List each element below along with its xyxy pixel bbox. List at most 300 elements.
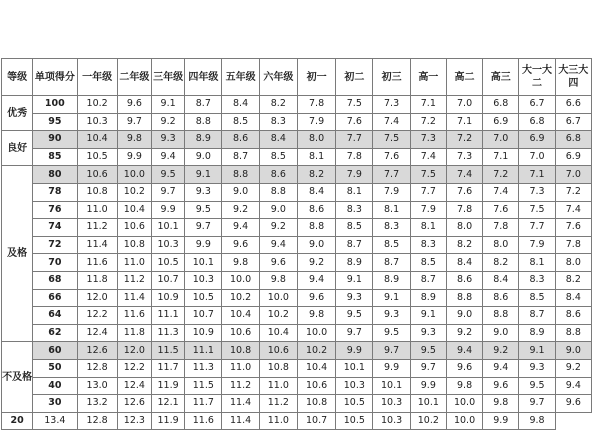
value-cell: 7.5 — [336, 96, 373, 114]
value-cell: 12.2 — [77, 307, 117, 325]
header-junior-2: 初二 — [336, 59, 373, 96]
score-cell: 78 — [33, 183, 77, 201]
value-cell: 10.1 — [151, 219, 184, 237]
score-cell: 74 — [33, 219, 77, 237]
value-cell: 12.1 — [151, 395, 184, 413]
value-cell: 10.5 — [336, 412, 373, 430]
value-cell: 8.7 — [336, 236, 373, 254]
value-cell: 9.1 — [519, 342, 555, 360]
value-cell: 13.4 — [33, 412, 77, 430]
value-cell: 10.3 — [185, 271, 222, 289]
header-level: 等级 — [2, 59, 33, 96]
value-cell: 8.2 — [259, 96, 297, 114]
value-cell: 8.4 — [259, 131, 297, 149]
value-cell: 11.9 — [151, 412, 184, 430]
header-junior-1: 初一 — [297, 59, 335, 96]
value-cell: 12.0 — [77, 289, 117, 307]
value-cell: 7.2 — [446, 131, 482, 149]
value-cell: 9.1 — [185, 166, 222, 184]
value-cell: 9.3 — [519, 359, 555, 377]
value-cell: 8.3 — [519, 271, 555, 289]
value-cell: 8.7 — [185, 96, 222, 114]
value-cell: 8.9 — [336, 254, 373, 272]
value-cell: 7.2 — [555, 183, 591, 201]
value-cell: 10.4 — [77, 131, 117, 149]
value-cell: 8.8 — [446, 289, 482, 307]
value-cell: 10.0 — [117, 166, 151, 184]
value-cell: 11.6 — [77, 254, 117, 272]
value-cell: 9.0 — [446, 307, 482, 325]
value-cell: 9.7 — [373, 342, 410, 360]
table-row — [2, 307, 592, 325]
score-cell: 20 — [2, 412, 33, 430]
value-cell: 8.6 — [297, 201, 335, 219]
value-cell: 8.8 — [222, 166, 259, 184]
value-cell: 8.7 — [222, 148, 259, 166]
score-cell: 60 — [33, 342, 77, 360]
value-cell: 10.8 — [297, 395, 335, 413]
score-cell: 50 — [33, 359, 77, 377]
value-cell: 13.2 — [77, 395, 117, 413]
value-cell: 9.8 — [297, 307, 335, 325]
value-cell: 9.5 — [151, 166, 184, 184]
value-cell: 10.8 — [117, 236, 151, 254]
table-row — [2, 271, 592, 289]
value-cell: 11.2 — [222, 377, 259, 395]
value-cell: 11.7 — [151, 359, 184, 377]
value-cell: 9.2 — [222, 201, 259, 219]
value-cell: 8.6 — [483, 289, 519, 307]
value-cell: 10.1 — [410, 395, 446, 413]
value-cell: 7.6 — [336, 113, 373, 131]
value-cell: 11.2 — [77, 219, 117, 237]
value-cell: 9.5 — [410, 342, 446, 360]
value-cell: 11.9 — [151, 377, 184, 395]
table-row — [2, 412, 592, 430]
value-cell: 10.4 — [259, 324, 297, 342]
value-cell: 6.9 — [519, 131, 555, 149]
value-cell: 7.3 — [446, 148, 482, 166]
value-cell: 8.3 — [259, 113, 297, 131]
value-cell: 10.3 — [373, 395, 410, 413]
value-cell: 9.4 — [297, 271, 335, 289]
value-cell: 9.9 — [151, 201, 184, 219]
value-cell: 10.1 — [373, 377, 410, 395]
value-cell: 9.7 — [336, 324, 373, 342]
value-cell: 9.5 — [519, 377, 555, 395]
value-cell: 9.2 — [151, 113, 184, 131]
value-cell: 7.8 — [297, 96, 335, 114]
level-cell: 及格 — [2, 166, 33, 342]
value-cell: 9.7 — [410, 359, 446, 377]
header-grade-2: 二年级 — [117, 59, 151, 96]
value-cell: 12.0 — [117, 342, 151, 360]
header-junior-3: 初三 — [373, 59, 410, 96]
value-cell: 11.2 — [259, 395, 297, 413]
value-cell: 9.0 — [222, 183, 259, 201]
value-cell: 11.5 — [151, 342, 184, 360]
table-row — [2, 289, 592, 307]
value-cell: 7.7 — [410, 183, 446, 201]
value-cell: 9.9 — [336, 342, 373, 360]
value-cell: 10.3 — [77, 113, 117, 131]
value-cell: 7.9 — [297, 113, 335, 131]
value-cell: 11.0 — [259, 377, 297, 395]
value-cell: 9.6 — [117, 96, 151, 114]
value-cell: 9.5 — [185, 201, 222, 219]
table-row — [2, 113, 592, 131]
value-cell: 9.9 — [117, 148, 151, 166]
value-cell: 11.2 — [117, 271, 151, 289]
score-cell: 95 — [33, 113, 77, 131]
level-cell: 良好 — [2, 131, 33, 166]
score-cell: 90 — [33, 131, 77, 149]
value-cell: 7.8 — [336, 148, 373, 166]
value-cell: 7.1 — [483, 148, 519, 166]
value-cell: 8.5 — [222, 113, 259, 131]
value-cell: 10.2 — [259, 307, 297, 325]
value-cell: 7.0 — [483, 131, 519, 149]
value-cell: 11.3 — [185, 359, 222, 377]
value-cell: 10.2 — [410, 412, 446, 430]
value-cell: 10.6 — [259, 342, 297, 360]
value-cell: 6.8 — [555, 131, 591, 149]
value-cell: 8.9 — [519, 324, 555, 342]
value-cell: 7.8 — [483, 219, 519, 237]
value-cell: 8.3 — [410, 236, 446, 254]
value-cell: 8.5 — [336, 219, 373, 237]
value-cell: 7.1 — [410, 96, 446, 114]
value-cell: 11.8 — [77, 271, 117, 289]
value-cell: 10.6 — [222, 324, 259, 342]
value-cell: 10.2 — [117, 183, 151, 201]
value-cell: 7.4 — [483, 183, 519, 201]
value-cell: 10.3 — [336, 377, 373, 395]
table-row — [2, 359, 592, 377]
table-row — [2, 324, 592, 342]
value-cell: 9.8 — [519, 412, 555, 430]
value-cell: 7.6 — [483, 201, 519, 219]
value-cell: 11.0 — [77, 201, 117, 219]
value-cell: 10.6 — [117, 219, 151, 237]
value-cell: 10.8 — [222, 342, 259, 360]
value-cell: 10.1 — [336, 359, 373, 377]
score-cell: 70 — [33, 254, 77, 272]
value-cell: 9.9 — [185, 236, 222, 254]
value-cell: 11.0 — [259, 412, 297, 430]
value-cell: 10.2 — [77, 96, 117, 114]
value-cell: 9.4 — [483, 359, 519, 377]
value-cell: 10.3 — [151, 236, 184, 254]
value-cell: 7.3 — [373, 96, 410, 114]
value-cell: 8.7 — [373, 254, 410, 272]
value-cell: 9.6 — [555, 395, 591, 413]
value-cell: 9.3 — [410, 324, 446, 342]
score-cell: 85 — [33, 148, 77, 166]
value-cell: 10.3 — [373, 412, 410, 430]
score-cell: 30 — [33, 395, 77, 413]
table-row — [2, 96, 592, 114]
value-cell: 7.3 — [410, 131, 446, 149]
value-cell: 9.0 — [259, 201, 297, 219]
value-cell: 9.7 — [185, 219, 222, 237]
value-cell: 9.1 — [336, 271, 373, 289]
value-cell: 10.2 — [222, 289, 259, 307]
score-cell: 100 — [33, 96, 77, 114]
value-cell: 8.8 — [259, 183, 297, 201]
value-cell: 12.2 — [117, 359, 151, 377]
value-cell: 12.3 — [117, 412, 151, 430]
value-cell: 9.0 — [555, 342, 591, 360]
level-cell: 不及格 — [2, 342, 33, 412]
value-cell: 6.8 — [483, 96, 519, 114]
value-cell: 7.1 — [446, 113, 482, 131]
value-cell: 10.1 — [185, 254, 222, 272]
value-cell: 11.0 — [117, 254, 151, 272]
table-row — [2, 183, 592, 201]
value-cell: 7.0 — [555, 166, 591, 184]
value-cell: 9.7 — [117, 113, 151, 131]
value-cell: 7.4 — [373, 113, 410, 131]
table-row — [2, 377, 592, 395]
value-cell: 7.7 — [373, 166, 410, 184]
value-cell: 7.9 — [410, 201, 446, 219]
value-cell: 9.8 — [222, 254, 259, 272]
value-cell: 9.3 — [373, 307, 410, 325]
value-cell: 12.8 — [77, 359, 117, 377]
value-cell: 8.5 — [410, 254, 446, 272]
value-cell: 7.0 — [519, 148, 555, 166]
value-cell: 6.9 — [483, 113, 519, 131]
value-cell: 8.5 — [519, 289, 555, 307]
score-cell: 64 — [33, 307, 77, 325]
value-cell: 9.7 — [151, 183, 184, 201]
value-cell: 8.5 — [259, 148, 297, 166]
value-cell: 6.8 — [519, 113, 555, 131]
value-cell: 11.6 — [185, 412, 222, 430]
value-cell: 10.9 — [151, 289, 184, 307]
value-cell: 9.5 — [373, 324, 410, 342]
value-cell: 8.0 — [483, 236, 519, 254]
value-cell: 9.4 — [555, 377, 591, 395]
value-cell: 7.1 — [519, 166, 555, 184]
table-row — [2, 219, 592, 237]
value-cell: 8.6 — [259, 166, 297, 184]
value-cell: 9.8 — [446, 377, 482, 395]
value-cell: 11.4 — [77, 236, 117, 254]
score-cell: 62 — [33, 324, 77, 342]
value-cell: 7.5 — [410, 166, 446, 184]
value-cell: 12.4 — [77, 324, 117, 342]
score-cell: 76 — [33, 201, 77, 219]
header-grade-5: 五年级 — [222, 59, 259, 96]
value-cell: 8.1 — [297, 148, 335, 166]
value-cell: 11.3 — [151, 324, 184, 342]
value-cell: 12.4 — [117, 377, 151, 395]
value-cell: 7.5 — [519, 201, 555, 219]
value-cell: 8.9 — [410, 289, 446, 307]
value-cell: 9.2 — [555, 359, 591, 377]
value-cell: 8.5 — [373, 236, 410, 254]
table-row — [2, 236, 592, 254]
value-cell: 7.2 — [483, 166, 519, 184]
value-cell: 7.4 — [555, 201, 591, 219]
value-cell: 9.4 — [259, 236, 297, 254]
value-cell: 10.4 — [222, 307, 259, 325]
score-cell: 72 — [33, 236, 77, 254]
value-cell: 10.0 — [446, 395, 482, 413]
value-cell: 9.2 — [297, 254, 335, 272]
value-cell: 8.4 — [555, 289, 591, 307]
value-cell: 8.0 — [555, 254, 591, 272]
value-cell: 9.3 — [151, 131, 184, 149]
value-cell: 8.1 — [336, 183, 373, 201]
value-cell: 7.4 — [446, 166, 482, 184]
value-cell: 7.9 — [373, 183, 410, 201]
value-cell: 11.1 — [151, 307, 184, 325]
header-grade-4: 四年级 — [185, 59, 222, 96]
value-cell: 10.7 — [151, 271, 184, 289]
value-cell: 12.6 — [77, 342, 117, 360]
value-cell: 10.5 — [151, 254, 184, 272]
value-cell: 10.4 — [117, 201, 151, 219]
score-cell: 68 — [33, 271, 77, 289]
value-cell: 10.5 — [185, 289, 222, 307]
value-cell: 8.9 — [373, 271, 410, 289]
value-cell: 8.4 — [446, 254, 482, 272]
standards-table — [1, 58, 592, 430]
value-cell: 8.2 — [297, 166, 335, 184]
value-cell: 7.0 — [446, 96, 482, 114]
level-cell: 优秀 — [2, 96, 33, 131]
value-cell: 10.8 — [259, 359, 297, 377]
value-cell: 9.3 — [185, 183, 222, 201]
value-cell: 8.3 — [336, 201, 373, 219]
value-cell: 10.6 — [297, 377, 335, 395]
value-cell: 7.7 — [336, 131, 373, 149]
value-cell: 9.0 — [483, 324, 519, 342]
value-cell: 8.2 — [483, 254, 519, 272]
value-cell: 7.9 — [519, 236, 555, 254]
value-cell: 11.4 — [117, 289, 151, 307]
value-cell: 9.6 — [259, 254, 297, 272]
header-grade-6: 六年级 — [259, 59, 297, 96]
table-header — [2, 59, 592, 96]
value-cell: 11.0 — [222, 359, 259, 377]
value-cell: 9.2 — [483, 342, 519, 360]
header-university-3-4: 大三大四 — [555, 59, 591, 96]
value-cell: 12.6 — [117, 395, 151, 413]
value-cell: 10.0 — [297, 324, 335, 342]
table-row — [2, 342, 592, 360]
value-cell: 8.4 — [222, 96, 259, 114]
value-cell: 9.8 — [259, 271, 297, 289]
value-cell: 6.9 — [555, 148, 591, 166]
value-cell: 6.7 — [519, 96, 555, 114]
value-cell: 8.4 — [483, 271, 519, 289]
value-cell: 9.6 — [222, 236, 259, 254]
value-cell: 9.9 — [483, 412, 519, 430]
value-cell: 11.4 — [222, 395, 259, 413]
table-row — [2, 148, 592, 166]
value-cell: 7.7 — [519, 219, 555, 237]
value-cell: 9.3 — [336, 289, 373, 307]
score-cell: 66 — [33, 289, 77, 307]
value-cell: 8.6 — [222, 131, 259, 149]
value-cell: 7.6 — [555, 219, 591, 237]
value-cell: 8.1 — [373, 201, 410, 219]
value-cell: 9.2 — [446, 324, 482, 342]
value-cell: 11.5 — [185, 377, 222, 395]
header-senior-2: 高二 — [446, 59, 482, 96]
value-cell: 8.8 — [483, 307, 519, 325]
value-cell: 9.1 — [373, 289, 410, 307]
value-cell: 8.1 — [519, 254, 555, 272]
value-cell: 9.9 — [373, 359, 410, 377]
value-cell: 10.2 — [297, 342, 335, 360]
value-cell: 12.8 — [77, 412, 117, 430]
table-row — [2, 395, 592, 413]
value-cell: 7.6 — [373, 148, 410, 166]
value-cell: 11.6 — [117, 307, 151, 325]
value-cell: 8.7 — [410, 271, 446, 289]
value-cell: 10.9 — [185, 324, 222, 342]
value-cell: 9.2 — [259, 219, 297, 237]
value-cell: 11.8 — [117, 324, 151, 342]
value-cell: 11.7 — [185, 395, 222, 413]
value-cell: 8.6 — [446, 271, 482, 289]
value-cell: 9.4 — [222, 219, 259, 237]
value-cell: 8.2 — [555, 271, 591, 289]
value-cell: 10.8 — [77, 183, 117, 201]
value-cell: 9.8 — [117, 131, 151, 149]
table-row — [2, 254, 592, 272]
table-row — [2, 201, 592, 219]
value-cell: 9.5 — [336, 307, 373, 325]
header-score: 单项得分 — [33, 59, 77, 96]
value-cell: 6.6 — [555, 96, 591, 114]
value-cell: 10.7 — [185, 307, 222, 325]
value-cell: 11.4 — [222, 412, 259, 430]
value-cell: 7.9 — [336, 166, 373, 184]
value-cell: 9.1 — [410, 307, 446, 325]
value-cell: 9.7 — [519, 395, 555, 413]
value-cell: 9.0 — [185, 148, 222, 166]
value-cell: 6.7 — [555, 113, 591, 131]
value-cell: 7.4 — [410, 148, 446, 166]
value-cell: 7.3 — [519, 183, 555, 201]
table-row — [2, 166, 592, 184]
score-cell: 80 — [33, 166, 77, 184]
value-cell: 7.5 — [373, 131, 410, 149]
score-cell: 40 — [33, 377, 77, 395]
header-senior-1: 高一 — [410, 59, 446, 96]
value-cell: 8.0 — [297, 131, 335, 149]
value-cell: 8.4 — [297, 183, 335, 201]
value-cell: 10.6 — [77, 166, 117, 184]
value-cell: 8.2 — [446, 236, 482, 254]
value-cell: 9.1 — [151, 96, 184, 114]
value-cell: 9.6 — [483, 377, 519, 395]
value-cell: 10.0 — [446, 412, 482, 430]
value-cell: 10.4 — [297, 359, 335, 377]
header-grade-3: 三年级 — [151, 59, 184, 96]
value-cell: 7.8 — [446, 201, 482, 219]
value-cell: 8.8 — [555, 324, 591, 342]
value-cell: 8.0 — [446, 219, 482, 237]
value-cell: 9.9 — [410, 377, 446, 395]
header-university-1-2: 大一大二 — [519, 59, 555, 96]
